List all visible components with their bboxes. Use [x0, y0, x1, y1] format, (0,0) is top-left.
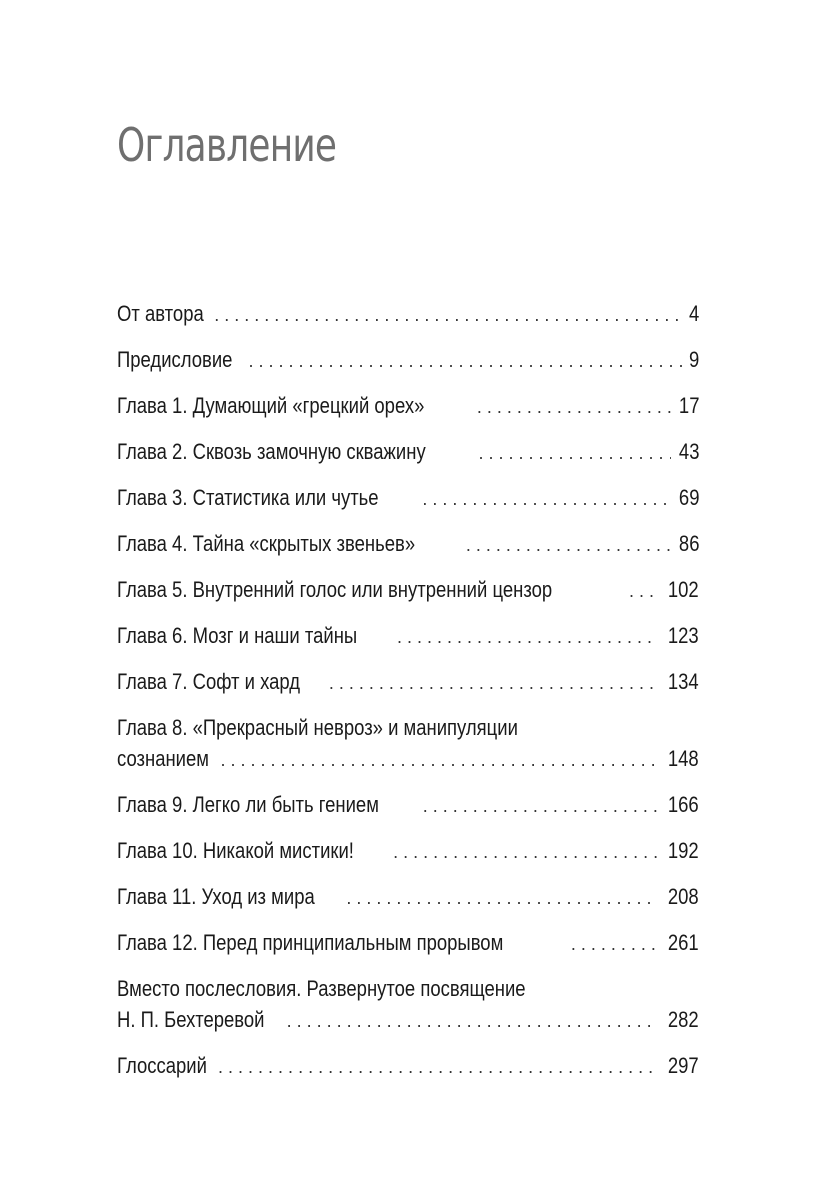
toc-entry-page: 69: [678, 485, 699, 510]
page-title: Оглавление: [117, 118, 337, 172]
toc-entry-title: Глава 12. Перед принципиальным прорывом: [117, 930, 504, 955]
toc-entry-page: 282: [668, 1007, 699, 1032]
toc-entry-title: Глава 5. Внутренний голос или внутренний цензор: [117, 577, 553, 602]
toc-entry-title: Вместо послесловия. Развернутое посвящение: [117, 976, 526, 1001]
toc-entry-page: 4: [688, 301, 699, 326]
toc-entry-line: [117, 436, 699, 467]
toc-entry-title: Глава 7. Софт и хард: [117, 669, 301, 694]
toc-entry-line: [117, 835, 699, 866]
toc-entry-line: [117, 344, 699, 375]
toc-entry-line: [117, 789, 699, 820]
toc-entry: [117, 344, 699, 375]
toc-entry-page: 192: [668, 838, 699, 863]
toc-entry-line: [117, 1004, 699, 1035]
toc-entry-line: [117, 927, 699, 958]
toc-entry-title: Глава 2. Сквозь замочную скважину: [117, 439, 426, 464]
toc-entry-title-continued: сознанием: [117, 746, 209, 771]
toc-entry-page: 208: [668, 884, 699, 909]
toc-entry-title: Глава 11. Уход из мира: [117, 884, 315, 909]
toc-entry: [117, 712, 699, 774]
toc-entry-title: Глава 10. Никакой мистики!: [117, 838, 354, 863]
dot-leader: [629, 576, 658, 607]
toc-entry-line: [117, 743, 699, 774]
dot-leader: [571, 929, 658, 960]
toc-entry: [117, 390, 699, 421]
dot-leader: [477, 392, 671, 423]
toc-entry-title: Глава 3. Статистика или чутье: [117, 485, 379, 510]
toc-entry-title: Глава 6. Мозг и наши тайны: [117, 623, 358, 648]
toc-entry-page: 9: [688, 347, 699, 372]
dot-leader: [329, 668, 658, 699]
toc-entry: [117, 528, 699, 559]
toc-entry-line: [117, 390, 699, 421]
toc-entry-line: [117, 482, 699, 513]
toc-entry-title: Глава 1. Думающий «грецкий орех»: [117, 393, 425, 418]
toc-entry-page: 43: [678, 439, 699, 464]
toc-entry-page: 148: [668, 746, 699, 771]
toc-entry-title: Глоссарий: [117, 1053, 207, 1078]
toc-entry-title: От автора: [117, 301, 204, 326]
toc-entry-page: 261: [668, 930, 699, 955]
dot-leader: [221, 745, 659, 776]
toc-entry: [117, 666, 699, 697]
dot-leader: [422, 484, 670, 515]
toc-entry-page: 134: [668, 669, 699, 694]
toc-entry-title: Глава 8. «Прекрасный невроз» и манипуляции: [117, 715, 518, 740]
toc-entry-line: [117, 620, 699, 651]
dot-leader: [393, 837, 658, 868]
toc-entry-line: [117, 298, 699, 329]
toc-entry: [117, 835, 699, 866]
dot-leader: [287, 1006, 659, 1037]
toc-entry: [117, 881, 699, 912]
dot-leader: [478, 438, 670, 469]
toc-entry-title: Глава 9. Легко ли быть гением: [117, 792, 379, 817]
toc-entry-line: [117, 712, 699, 743]
toc-entry: [117, 574, 699, 605]
toc-entry: [117, 1050, 699, 1081]
toc-entry-line: [117, 574, 699, 605]
toc-entry-page: 102: [668, 577, 699, 602]
toc-entry: [117, 482, 699, 513]
toc-entry: [117, 298, 699, 329]
toc-entry-page: 86: [678, 531, 699, 556]
dot-leader: [466, 530, 671, 561]
toc-entry-page: 166: [668, 792, 699, 817]
toc-entry-line: [117, 973, 699, 1004]
dot-leader: [397, 622, 658, 653]
toc-entry-page: 17: [678, 393, 699, 418]
dot-leader: [214, 300, 682, 331]
dot-leader: [218, 1052, 658, 1083]
toc-entry-line: [117, 1050, 699, 1081]
toc-entry: [117, 789, 699, 820]
toc-entry: [117, 973, 699, 1035]
toc-entry: [117, 927, 699, 958]
toc-entry-title: Предисловие: [117, 347, 233, 372]
dot-leader: [346, 883, 658, 914]
table-of-contents: [117, 298, 699, 1096]
dot-leader: [248, 346, 682, 377]
toc-entry: [117, 620, 699, 651]
toc-entry-line: [117, 881, 699, 912]
toc-entry-line: [117, 666, 699, 697]
toc-entry-page: 297: [668, 1053, 699, 1078]
toc-entry-title: Глава 4. Тайна «скрытых звеньев»: [117, 531, 416, 556]
toc-entry-line: [117, 528, 699, 559]
toc-entry-page: 123: [668, 623, 699, 648]
dot-leader: [423, 791, 658, 822]
toc-entry-title-continued: Н. П. Бехтеревой: [117, 1007, 265, 1032]
toc-entry: [117, 436, 699, 467]
